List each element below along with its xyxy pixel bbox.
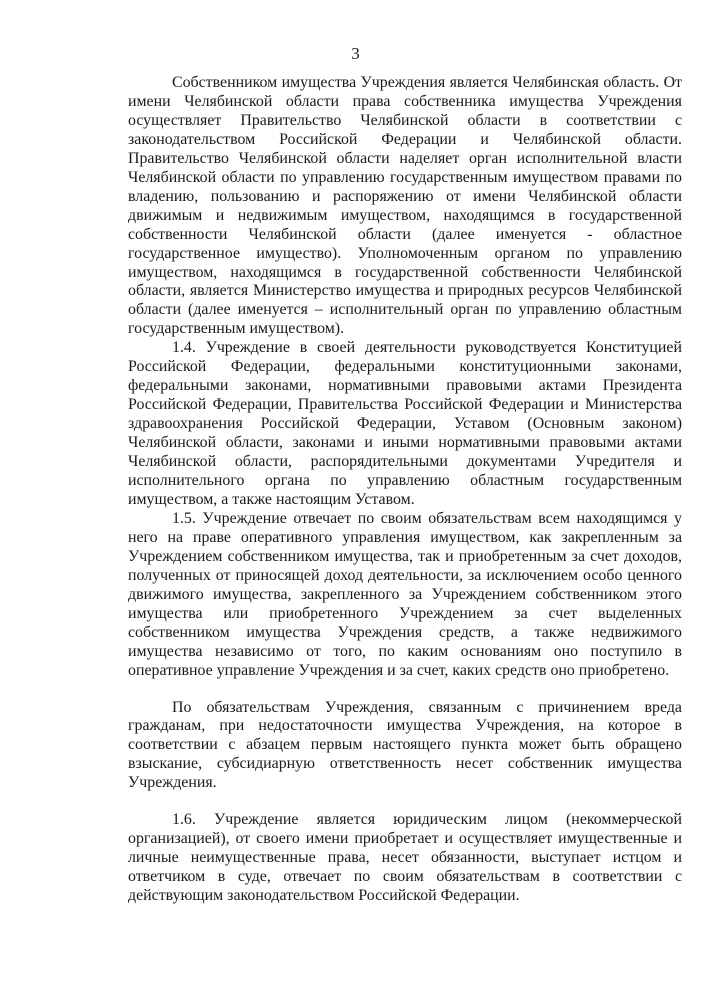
paragraph-1-5: 1.5. Учреждение отвечает по своим обязательствам всем находящимся у него на праве оперативного управления имуществом, как закрепленным за Учреждением собственником имущества, так и приобретенным за счет доходов, полученных от приносящей доход деятельности, за исключением особо ценного движимого имущества, закрепленного за Учреждением собственником этого имущества или приобретенного Учреждением за счет выделенных собственником имущества Учреждения средств, а также недвижимого имущества независимо от того, по каким основаниям оно поступило в оперативное управление Учреждения и за счет, каких средств оно приобретено.	[128, 509, 682, 679]
paragraph-owner: Собственником имущества Учреждения является Челябинская область. От имени Челябинской области права собственника имущества Учреждения осуществляет Правительство Челябинской области в соответствии с законодательством Российской Федерации и Челябинской области. Правительство Челябинской области наделяет орган исполнительной власти Челябинской области по управлению государственным имуществом правами по владению, пользованию и распоряжению от имени Челябинской области движимым и недвижимым имуществом, находящимся в государственной собственности Челябинской области (далее именуется - областное государственное имущество). Уполномоченным органом по управлению имуществом, находящимся в государственной собственности Челябинской области, является Министерство имущества и природных ресурсов Челябинской области (далее именуется – исполнительный орган по управлению областным государственным имуществом).	[128, 74, 682, 338]
document-body	[128, 74, 682, 906]
paragraph-subsidiary-liability: По обязательствам Учреждения, связанным с причинением вреда гражданам, при недостаточности имущества Учреждения, на которое в соответствии с абзацем первым настоящего пункта может быть обращено взыскание, субсидиарную ответственность несет собственник имущества Учреждения.	[128, 698, 682, 792]
paragraph-1-4: 1.4. Учреждение в своей деятельности руководствуется Конституцией Российской Федерации, федеральными конституционными законами, федеральными законами, нормативными правовыми актами Президента Российской Федерации, Правительства Российской Федерации и Министерства здравоохранения Российской Федерации, Уставом (Основным законом) Челябинской области, законами и иными нормативными правовыми актами Челябинской области, распорядительными документами Учредителя и исполнительного органа по управлению областным государственным имуществом, а также настоящим Уставом.	[128, 339, 682, 508]
paragraph-1-6: 1.6. Учреждение является юридическим лицом (некоммерческой организацией), от своего имени приобретает и осуществляет имущественные и личные неимущественные права, несет обязанности, выступает истцом и ответчиком в суде, отвечает по своим обязательствам в соответствии с действующим законодательством Российской Федерации.	[128, 811, 682, 905]
page-number: 3	[351, 44, 360, 63]
